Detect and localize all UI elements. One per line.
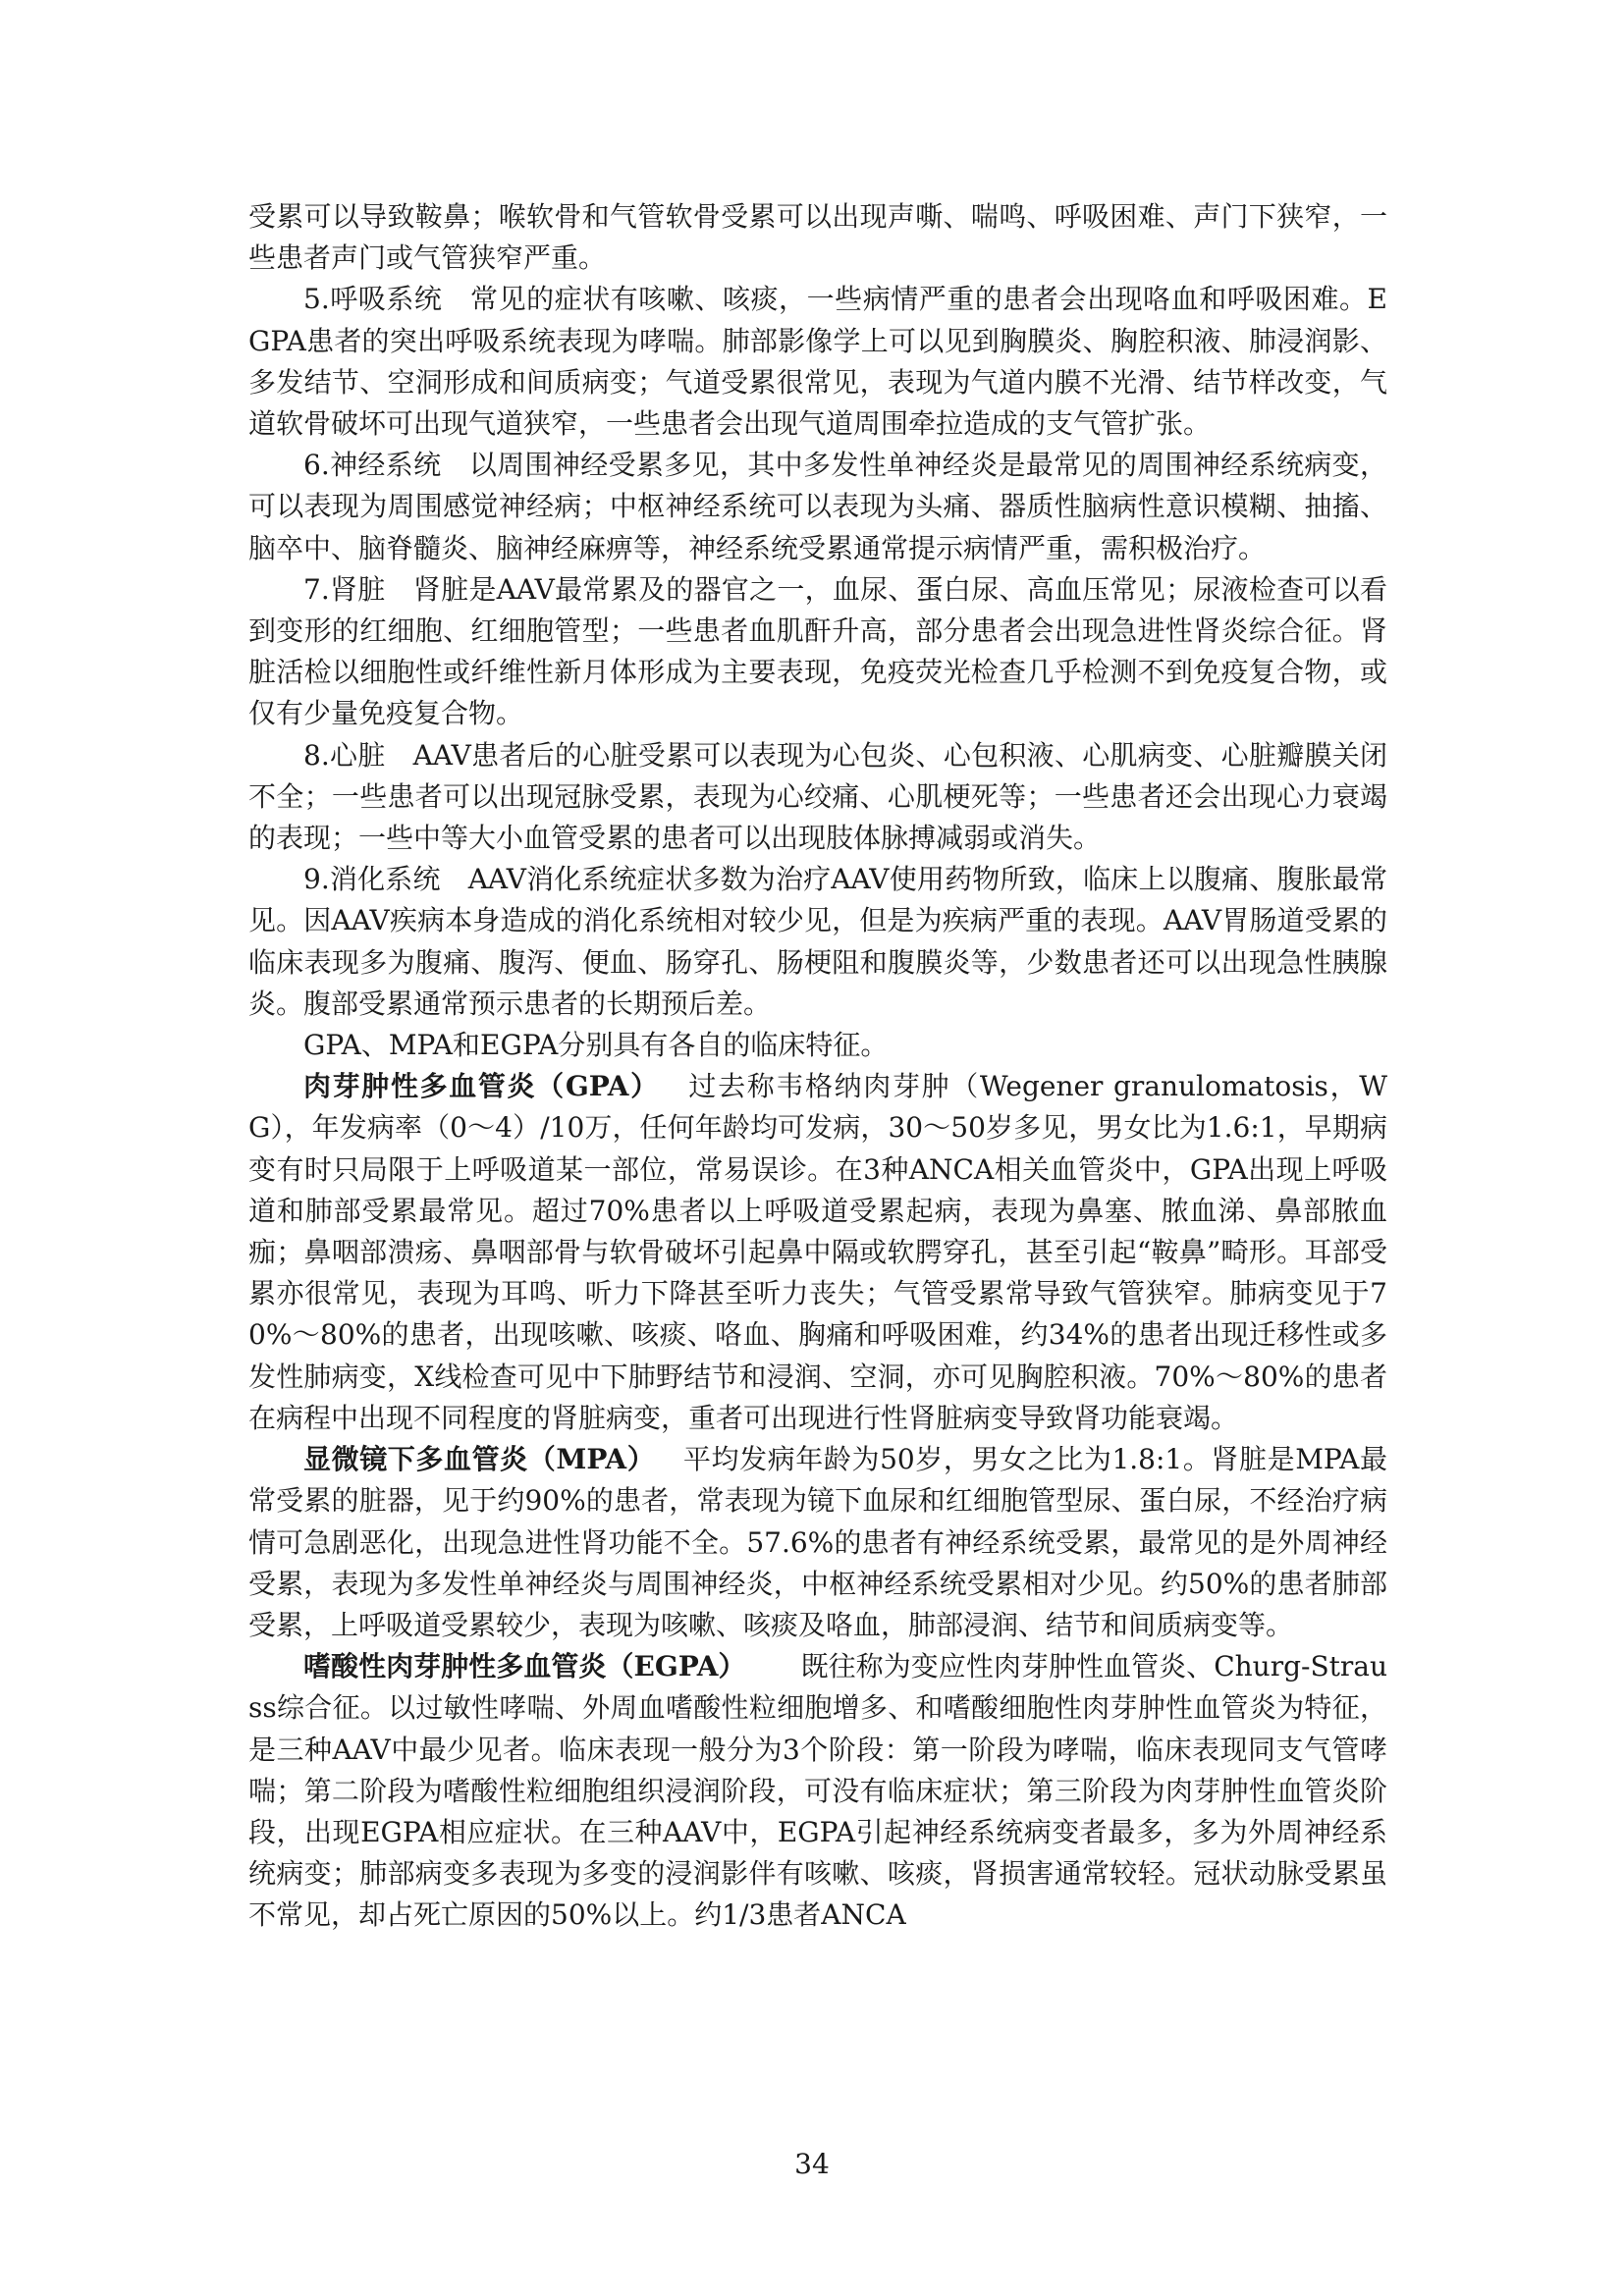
section-body-kidney: 肾脏是AAV最常累及的器官之一，血尿、蛋白尿、高血压常见；尿液检查可以看到变形的红细胞、红细胞管型；一些患者血肌酐升高，部分患者会出现急进性肾炎综合征。肾脏活检以细胞性或纤维性新月体形成为主要表现，免疫荧光检查几乎检测不到免疫复合物，或仅有少量免疫复合物。	[248, 572, 1387, 730]
section-body-respiratory: 常见的症状有咳嗽、咳痰，一些病情严重的患者会出现咯血和呼吸困难。EGPA患者的突出呼吸系统表现为哮喘。肺部影像学上可以见到胸膜炎、胸腔积液、肺浸润影、多发结节、空洞形成和间质病变；气道受累很常见，表现为气道内膜不光滑、结节样改变，气道软骨破坏可出现气道狭窄，一些患者会出现气道周围牵拉造成的支气管扩张。	[248, 283, 1387, 441]
section-body-nervous: 以周围神经受累多见，其中多发性单神经炎是最常见的周围神经系统病变，可以表现为周围感觉神经病；中枢神经系统可以表现为头痛、器质性脑病性意识模糊、抽搐、脑卒中、脑脊髓炎、脑神经麻痹等，神经系统受累通常提示病情严重，需积极治疗。	[248, 449, 1387, 564]
paragraph-egpa	[248, 1646, 1387, 1936]
paragraph-digestive-system	[248, 859, 1387, 1025]
paragraph-gpa	[248, 1066, 1387, 1439]
page-number: 34	[794, 2148, 830, 2180]
paragraph-continuation: 受累可以导致鞍鼻；喉软骨和气管软骨受累可以出现声嘶、喘鸣、呼吸困难、声门下狭窄，一些患者声门或气管狭窄严重。	[248, 200, 1387, 275]
section-title-kidney: 7.肾脏	[303, 572, 386, 606]
paragraph-respiratory-system	[248, 279, 1387, 445]
section-title-digestive: 9.消化系统	[303, 863, 441, 896]
paragraph-clinical-features-intro: GPA、MPA和EGPA分别具有各自的临床特征。	[303, 1029, 889, 1062]
section-body-egpa: 既往称为变应性肉芽肿性血管炎、Churg-Strauss综合征。以过敏性哮喘、外周血嗜酸性粒细胞增多、和嗜酸细胞性肉芽肿性血管炎为特征，是三种AAV中最少见者。临床表现一般分为3个阶段：第一阶段为哮喘，临床表现同支气管哮喘；第二阶段为嗜酸性粒细胞组织浸润阶段，可没有临床症状；第三阶段为肉芽肿性血管炎阶段，出现EGPA相应症状。在三种AAV中，EGPA引起神经系统病变者最多，多为外周神经系统病变；肺部病变多表现为多变的浸润影伴有咳嗽、咳痰，肾损害通常较轻。冠状动脉受累虽不常见，却占死亡原因的50%以上。约1/3患者ANCA	[248, 1650, 1388, 1932]
section-title-nervous: 6.神经系统	[303, 449, 442, 482]
section-title-heart: 8.心脏	[303, 738, 386, 772]
heading-mpa: 显微镜下多血管炎（MPA）	[303, 1443, 656, 1476]
paragraph-kidney	[248, 569, 1387, 735]
section-title-respiratory: 5.呼吸系统	[303, 283, 443, 316]
paragraph-heart	[248, 735, 1387, 860]
paragraph-mpa	[248, 1439, 1387, 1646]
section-body-mpa: 平均发病年龄为50岁，男女之比为1.8:1。肾脏是MPA最常受累的脏器，见于约90%的患者，常表现为镜下血尿和红细胞管型尿、蛋白尿，不经治疗病情可急剧恶化，出现急进性肾功能不全。57.6%的患者有神经系统受累，最常见的是外周神经受累，表现为多发性单神经炎与周围神经炎，中枢神经系统受累相对少见。约50%的患者肺部受累，上呼吸道受累较少，表现为咳嗽、咳痰及咯血，肺部浸润、结节和间质病变等。	[248, 1443, 1387, 1641]
section-body-gpa: 过去称韦格纳肉芽肿（Wegener granulomatosis，WG），年发病率（0～4）/10万，任何年龄均可发病，30～50岁多见，男女比为1.6:1，早期病变有时只局限于上呼吸道某一部位，常易误诊。在3种ANCA相关血管炎中，GPA出现上呼吸道和肺部受累最常见。超过70%患者以上呼吸道受累起病，表现为鼻塞、脓血涕、鼻部脓血痂；鼻咽部溃疡、鼻咽部骨与软骨破坏引起鼻中隔或软腭穿孔，甚至引起“鞍鼻”畸形。耳部受累亦很常见，表现为耳鸣、听力下降甚至听力丧失；气管受累常导致气管狭窄。肺病变见于70%～80%的患者，出现咳嗽、咳痰、咯血、胸痛和呼吸困难，约34%的患者出现迁移性或多发性肺病变，X线检查可见中下肺野结节和浸润、空洞，亦可见胸腔积液。70%～80%的患者在病程中出现不同程度的肾脏病变，重者可出现进行性肾脏病变导致肾功能衰竭。	[248, 1070, 1387, 1434]
document-page	[248, 196, 1387, 1937]
heading-gpa: 肉芽肿性多血管炎（GPA）	[303, 1070, 660, 1103]
section-body-digestive: AAV消化系统症状多数为治疗AAV使用药物所致，临床上以腹痛、腹胀最常见。因AAV疾病本身造成的消化系统相对较少见，但是为疾病严重的表现。AAV胃肠道受累的临床表现多为腹痛、腹泻、便血、肠穿孔、肠梗阻和腹膜炎等，少数患者还可以出现急性胰腺炎。腹部受累通常预示患者的长期预后差。	[248, 863, 1387, 1020]
section-body-heart: AAV患者后的心脏受累可以表现为心包炎、心包积液、心肌病变、心脏瓣膜关闭不全；一些患者可以出现冠脉受累，表现为心绞痛、心肌梗死等；一些患者还会出现心力衰竭的表现；一些中等大小血管受累的患者可以出现肢体脉搏减弱或消失。	[248, 738, 1388, 855]
heading-egpa: 嗜酸性肉芽肿性多血管炎（EGPA）	[303, 1650, 746, 1683]
paragraph-nervous-system	[248, 445, 1387, 569]
